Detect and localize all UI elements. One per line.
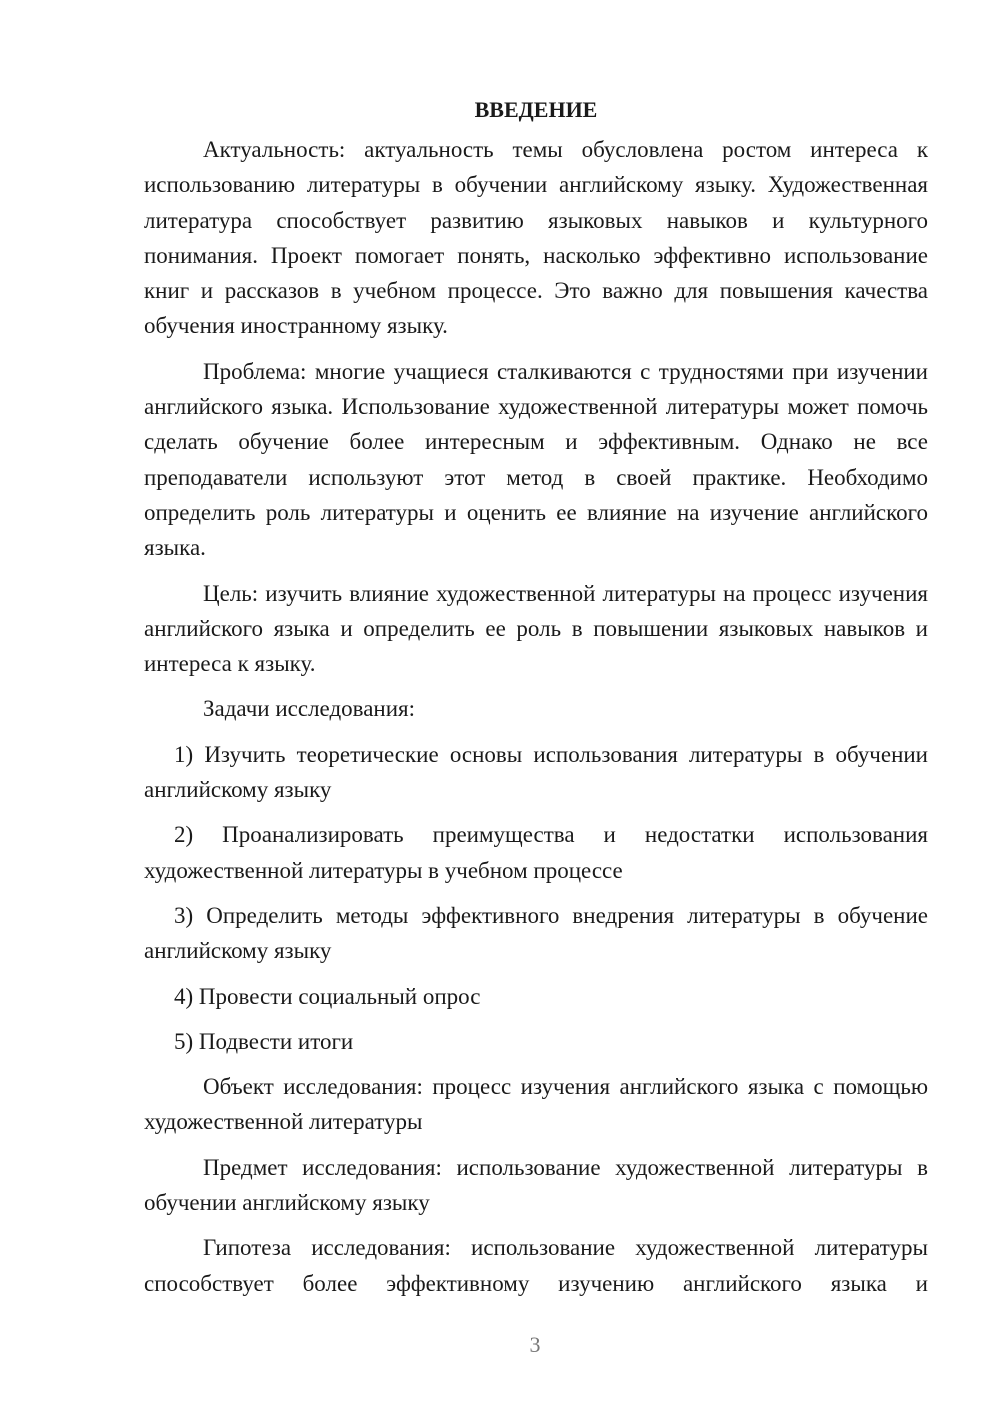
- paragraph-hypothesis: Гипотеза исследования: использование художественной литературы способствует более эффективному изучению английского языка и: [144, 1235, 928, 1296]
- paragraph-object: Объект исследования: процесс изучения английского языка с помощью художественной литературы: [144, 1074, 928, 1135]
- section-heading: ВВЕДЕНИЕ: [474, 97, 598, 122]
- paragraph-subject: Предмет исследования: использование художественной литературы в обучении английскому языку: [144, 1154, 928, 1216]
- task-item-4: 4) Провести социальный опрос: [174, 983, 481, 1009]
- paragraph-tasks-intro: Задачи исследования:: [203, 696, 416, 722]
- document-body: [144, 92, 928, 1311]
- task-item-3: 3) Определить методы эффективного внедрения литературы в обучение английскому языку: [144, 902, 928, 964]
- paragraph-relevance: Актуальность: актуальность темы обусловлена ростом интереса к использованию литературы в обучении английскому языку. Художественная литература способствует развитию языковых навыков и культурного понимания. Проект помогает понять, насколько эффективно использование книг и рассказов в учебном процессе. Это важно для повышения качества обучения иностранному языку.: [144, 137, 928, 339]
- paragraph-goal: Цель: изучить влияние художественной литературы на процесс изучения английского языка и определить ее роль в повышении языковых навыков и интереса к языку.: [144, 580, 928, 677]
- paragraph-problem: Проблема: многие учащиеся сталкиваются с трудностями при изучении английского языка. Использование художественной литературы может помочь сделать обучение более интересным и эффективным. Однако не все преподаватели используют этот метод в своей практике. Необходимо определить роль литературы и оценить ее влияние на изучение английского языка.: [144, 358, 928, 561]
- task-item-2: 2) Проанализировать преимущества и недостатки использования художественной литературы в учебном процессе: [144, 822, 928, 883]
- task-item-1: 1) Изучить теоретические основы использования литературы в обучении английскому языку: [144, 741, 928, 803]
- task-item-5: 5) Подвести итоги: [174, 1028, 354, 1054]
- page-number: 3: [529, 1332, 541, 1357]
